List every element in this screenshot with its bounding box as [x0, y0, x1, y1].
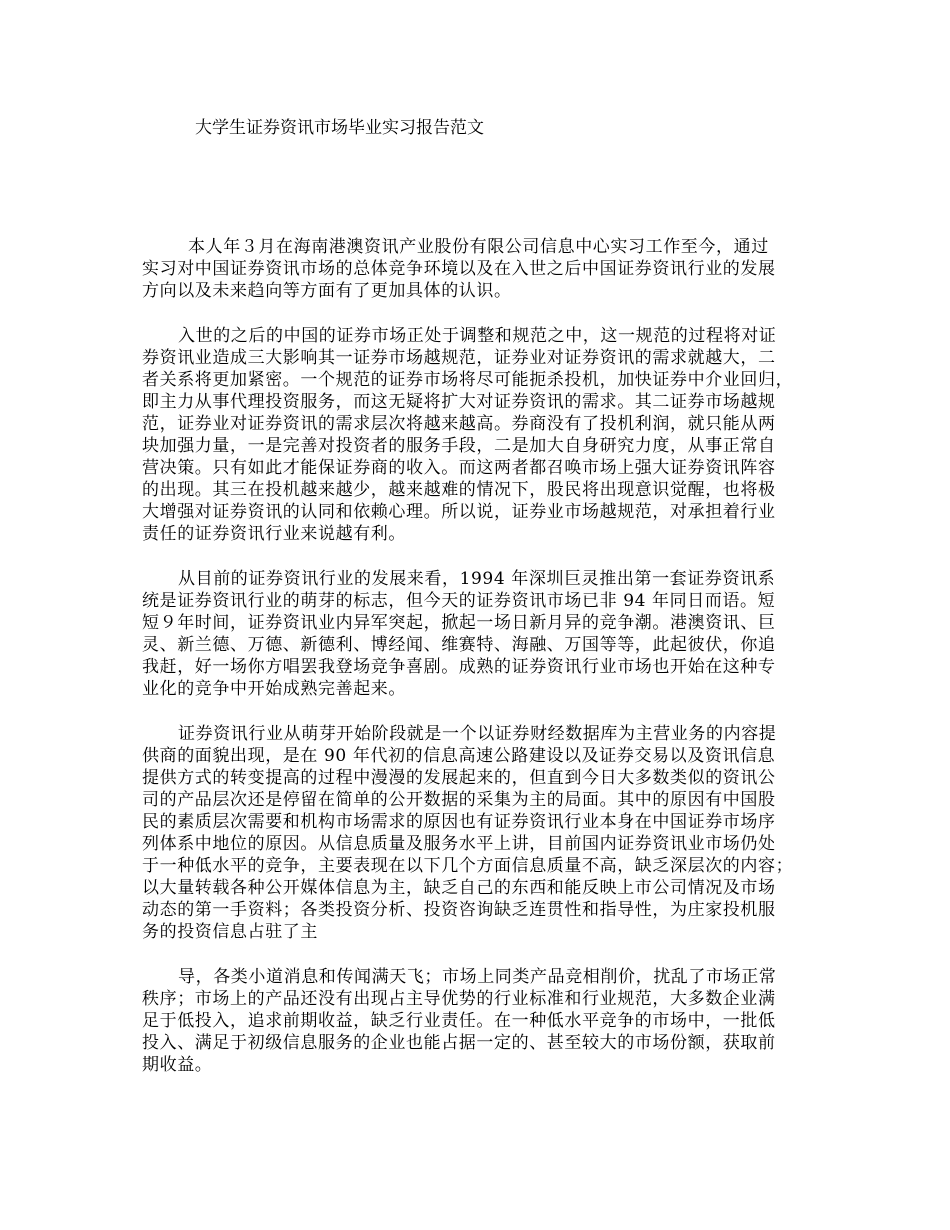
paragraph-line: 于一种低水平的竞争，主要表现在以下几个方面信息质量不高，缺乏深层次的内容； [142, 856, 794, 876]
paragraph-2 [142, 325, 806, 545]
paragraph-4 [142, 723, 806, 943]
paragraph-line: 列体系中地位的原因。从信息质量及服务水平上讲，目前国内证券资讯业市场仍处 [142, 834, 776, 854]
paragraph-line: 的出现。其三在投机越来越少，越来越难的情况下，股民将出现意识觉醒，也将极 [142, 480, 776, 500]
paragraph-line: 足于低投入，追求前期收益，缺乏行业责任。在一种低水平竞争的市场中，一批低 [142, 1011, 776, 1031]
paragraph-line: 秩序；市场上的产品还没有出现占主导优势的行业标准和行业规范，大多数企业满 [142, 989, 776, 1009]
paragraph-line: 动态的第一手资料；各类投资分析、投资咨询缺乏连贯性和指导性，为庄家投机服 [142, 900, 776, 920]
paragraph-line: 导，各类小道消息和传闻满天飞；市场上同类产品竞相削价，扰乱了市场正常 [178, 967, 777, 987]
paragraph-line: 块加强力量，一是完善对投资者的服务手段，二是加大自身研究力度，从事正常自 [142, 436, 776, 456]
paragraph-line: 方向以及未来趋向等方面有了更加具体的认识。 [142, 281, 512, 301]
paragraph-line: 灵、新兰德、万德、新德利、博经闻、维赛特、海融、万国等等，此起彼伏，你追 [142, 635, 776, 655]
paragraph-line: 以大量转载各种公开媒体信息为主，缺乏自己的东西和能反映上市公司情况及市场 [142, 878, 776, 898]
paragraph-line: 实习对中国证券资讯市场的总体竞争环境以及在入世之后中国证券资讯行业的发展 [142, 259, 776, 279]
document-body [142, 236, 806, 1099]
paragraph-line: 券资讯业造成三大影响其一证券市场越规范，证券业对证券资讯的需求就越大，二 [142, 348, 776, 368]
paragraph-line: 业化的竞争中开始成熟完善起来。 [142, 679, 406, 699]
paragraph-line: 民的素质层次需要和机构市场需求的原因也有证券资讯行业本身在中国证券市场序 [142, 812, 776, 832]
paragraph-line: 司的产品层次还是停留在简单的公开数据的采集为主的局面。其中的原因有中国股 [142, 790, 776, 810]
paragraph-5 [142, 966, 806, 1076]
paragraph-line: 务的投资信息占驻了主 [142, 922, 318, 942]
paragraph-line: 责任的证券资讯行业来说越有利。 [142, 524, 406, 544]
paragraph-line: 投入、满足于初级信息服务的企业也能占据一定的、甚至较大的市场份额，获取前 [142, 1033, 776, 1053]
paragraph-line: 统是证券资讯行业的萌芽的标志，但今天的证券资讯市场已非 94 年同日而语。短 [142, 591, 776, 611]
document-title: 大学生证券资讯市场毕业实习报告范文 [195, 118, 484, 138]
paragraph-3 [142, 568, 806, 700]
paragraph-line: 入世的之后的中国的证券市场正处于调整和规范之中，这一规范的过程将对证 [178, 326, 777, 346]
paragraph-line: 短９年时间，证券资讯业内异军突起，掀起一场日新月异的竞争潮。港澳资讯、巨 [142, 613, 776, 633]
paragraph-line: 期收益。 [142, 1055, 213, 1075]
paragraph-line: 范，证券业对证券资讯的需求层次将越来越高。券商没有了投机利润，就只能从两 [142, 414, 776, 434]
paragraph-line: 本人年３月在海南港澳资讯产业股份有限公司信息中心实习工作至今，通过 [188, 237, 769, 257]
paragraph-line: 供商的面貌出现，是在 90 年代初的信息高速公路建设以及证券交易以及资讯信息 [142, 746, 776, 766]
paragraph-line: 营决策。只有如此才能保证券商的收入。而这两者都召唤市场上强大证券资讯阵容 [142, 458, 776, 478]
paragraph-line: 证券资讯行业从萌芽开始阶段就是一个以证券财经数据库为主营业务的内容提 [178, 724, 777, 744]
paragraph-line: 提供方式的转变提高的过程中漫漫的发展起来的，但直到今日大多数类似的资讯公 [142, 768, 776, 788]
paragraph-line: 从目前的证券资讯行业的发展来看，1994 年深圳巨灵推出第一套证券资讯系 [178, 569, 776, 589]
paragraph-1 [142, 236, 806, 302]
paragraph-line: 我赶，好一场你方唱罢我登场竞争喜剧。成熟的证券资讯行业市场也开始在这种专 [142, 657, 776, 677]
paragraph-line: 即主力从事代理投资服务，而这无疑将扩大对证券资讯的需求。其二证券市场越规 [142, 392, 776, 412]
paragraph-line: 大增强对证券资讯的认同和依赖心理。所以说，证券业市场越规范，对承担着行业 [142, 502, 776, 522]
paragraph-line: 者关系将更加紧密。一个规范的证券市场将尽可能扼杀投机，加快证券中介业回归， [142, 370, 794, 390]
